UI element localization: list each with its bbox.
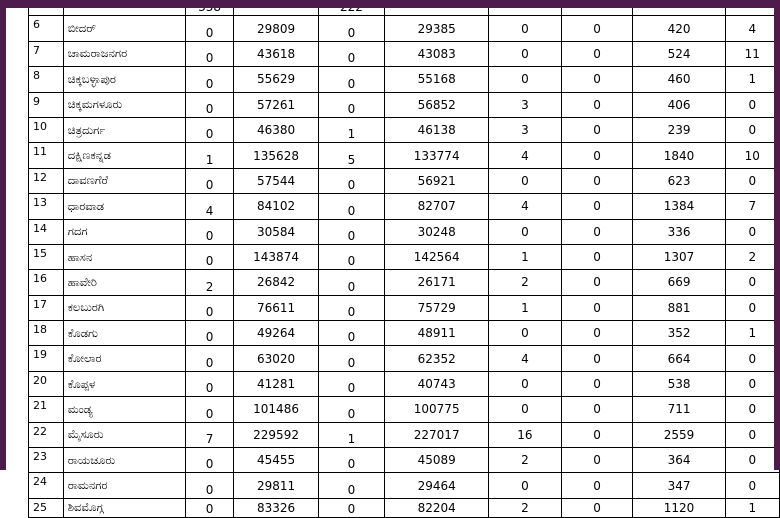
cell-name: ಕೊಡಗು (63, 321, 185, 346)
cell-c2: 29809 (234, 16, 318, 41)
cell-c3: 0 (318, 41, 384, 66)
cell-c2: 29811 (234, 473, 318, 498)
cell-c8: 0 (725, 168, 779, 193)
cell-c1: 0 (185, 41, 234, 66)
cell-sn: 22 (29, 422, 64, 447)
cell-c7: 1384 (633, 194, 725, 219)
cell-sn: 19 (29, 346, 64, 371)
cell-c2: 76611 (234, 295, 318, 320)
cell-c4: 29385 (385, 16, 489, 41)
cell-c5: 0 (489, 16, 561, 41)
table-row (29, 41, 780, 66)
cell-c8: 0 (725, 473, 779, 498)
cell-c6: 0 (561, 16, 633, 41)
cell-c5: 3 (489, 92, 561, 117)
cell-c8: 4 (725, 16, 779, 41)
cell-c4: 56921 (385, 168, 489, 193)
cell-c5: 0 (489, 473, 561, 498)
cell-c7: 1840 (633, 143, 725, 168)
cell-c7: 623 (633, 168, 725, 193)
cell-c5: 0 (489, 219, 561, 244)
cell-name: ಚಿಕ್ಕಬಳ್ಳಾಪುರ (63, 67, 185, 92)
cell-c7: 239 (633, 117, 725, 142)
cell-c2: 30584 (234, 219, 318, 244)
cell-c7: 406 (633, 92, 725, 117)
table-row (29, 143, 780, 168)
cell-c8: 1 (725, 321, 779, 346)
cell-c1: 0 (185, 168, 234, 193)
cell-c1: 4 (185, 194, 234, 219)
cell-sn: 17 (29, 295, 64, 320)
cell-c3: 0 (318, 16, 384, 41)
cell-c1: 2 (185, 270, 234, 295)
cell-sn: 6 (29, 16, 64, 41)
cell-c3: 0 (318, 92, 384, 117)
cell-c1: 1 (185, 143, 234, 168)
cell-c2: 57261 (234, 92, 318, 117)
cell-c7: 669 (633, 270, 725, 295)
cell-c6: 0 (561, 143, 633, 168)
cell-name: ದಕ್ಷಿಣಕನ್ನಡ (63, 143, 185, 168)
cell-c1: 0 (185, 117, 234, 142)
cell-c2: 229592 (234, 422, 318, 447)
cell-c4: 82204 (385, 498, 489, 517)
table-row (29, 270, 780, 295)
cell-c2: 84102 (234, 194, 318, 219)
cell-c7: 352 (633, 321, 725, 346)
cell-c6: 0 (561, 168, 633, 193)
cell-c4: 26171 (385, 270, 489, 295)
cell-c4: 40743 (385, 371, 489, 396)
cell-c1: 0 (185, 346, 234, 371)
table-row (29, 498, 780, 517)
cell-c8: 0 (725, 117, 779, 142)
cell-c1: 0 (185, 371, 234, 396)
table-row (29, 92, 780, 117)
cell-c1: 0 (185, 448, 234, 473)
cell-c7: 1120 (633, 498, 725, 517)
cell-c5: 4 (489, 346, 561, 371)
cell-c6: 0 (561, 117, 633, 142)
cell-c6: 0 (561, 473, 633, 498)
cell-c5: 2 (489, 448, 561, 473)
cell-c6: 0 (561, 219, 633, 244)
cell-c8: 2 (725, 244, 779, 269)
table-row (29, 448, 780, 473)
cell-c1: 0 (185, 16, 234, 41)
cell-c4: 133774 (385, 143, 489, 168)
cell-c6: 0 (561, 194, 633, 219)
table-row (29, 67, 780, 92)
cell-c5: 3 (489, 117, 561, 142)
cell-c8: 0 (725, 371, 779, 396)
cell-name: ಚಿಕ್ಕಮಗಳೂರು (63, 92, 185, 117)
table-row (29, 397, 780, 422)
cell-sn: 15 (29, 244, 64, 269)
cell-sn: 9 (29, 92, 64, 117)
cell-sn: 23 (29, 448, 64, 473)
cell-c3: 0 (318, 346, 384, 371)
table-row (29, 244, 780, 269)
cell-c2: 101486 (234, 397, 318, 422)
cell-c4: 30248 (385, 219, 489, 244)
cell-c3: 0 (318, 448, 384, 473)
cell-sn: 16 (29, 270, 64, 295)
cell-sn: 14 (29, 219, 64, 244)
cell-c7: 347 (633, 473, 725, 498)
cell-c1: 0 (185, 244, 234, 269)
table-row (29, 321, 780, 346)
cell-c2: 57544 (234, 168, 318, 193)
cell-c3: 0 (318, 498, 384, 517)
cell-c7: 524 (633, 41, 725, 66)
cell-c3: 0 (318, 244, 384, 269)
cell-c3: 0 (318, 67, 384, 92)
table-row (29, 194, 780, 219)
cell-sn: 11 (29, 143, 64, 168)
cell-c8: 0 (725, 448, 779, 473)
cell-c3: 5 (318, 143, 384, 168)
cell-c2: 26842 (234, 270, 318, 295)
cell-c7: 420 (633, 16, 725, 41)
cell-c2: 63020 (234, 346, 318, 371)
cell-sn: 8 (29, 67, 64, 92)
cell-c8: 1 (725, 67, 779, 92)
cell-name: ರಾಯಚೂರು (63, 448, 185, 473)
cell-c6: 0 (561, 422, 633, 447)
cell-c5: 4 (489, 143, 561, 168)
cell-c1: 0 (185, 92, 234, 117)
cell-c7: 336 (633, 219, 725, 244)
cell-c8: 0 (725, 422, 779, 447)
cell-c6: 0 (561, 67, 633, 92)
cell-name: ಕೋಲಾರ (63, 346, 185, 371)
table-row (29, 16, 780, 41)
cell-c7: 711 (633, 397, 725, 422)
cell-c8: 0 (725, 219, 779, 244)
cell-name: ಮೈಸೂರು (63, 422, 185, 447)
cell-c5: 0 (489, 67, 561, 92)
page-border-left (0, 0, 6, 470)
cell-c5: 4 (489, 194, 561, 219)
cell-c7: 538 (633, 371, 725, 396)
cell-c7: 460 (633, 67, 725, 92)
cell-name: ಚಾಮರಾಜನಗರ (63, 41, 185, 66)
cell-c3: 0 (318, 219, 384, 244)
cell-c1: 0 (185, 295, 234, 320)
cell-c1: 0 (185, 67, 234, 92)
cell-c5: 0 (489, 168, 561, 193)
cell-c8: 0 (725, 397, 779, 422)
cell-c3: 0 (318, 295, 384, 320)
cell-c8: 0 (725, 270, 779, 295)
cell-c2: 41281 (234, 371, 318, 396)
cell-sn: 7 (29, 41, 64, 66)
cell-c7: 364 (633, 448, 725, 473)
cell-c7: 881 (633, 295, 725, 320)
cell-c4: 82707 (385, 194, 489, 219)
cell-sn: 12 (29, 168, 64, 193)
cell-c2: 135628 (234, 143, 318, 168)
cell-c5: 0 (489, 397, 561, 422)
table-row (29, 117, 780, 142)
cell-sn: 25 (29, 498, 64, 517)
cell-c6: 0 (561, 371, 633, 396)
table-row (29, 473, 780, 498)
cell-c1: 7 (185, 422, 234, 447)
cell-sn: 10 (29, 117, 64, 142)
cell-c2: 49264 (234, 321, 318, 346)
cell-c3: 0 (318, 194, 384, 219)
cell-name: ಗದಗ (63, 219, 185, 244)
table-row (29, 168, 780, 193)
cell-c1: 0 (185, 473, 234, 498)
cell-c4: 142564 (385, 244, 489, 269)
cell-c6: 0 (561, 295, 633, 320)
cell-c8: 0 (725, 346, 779, 371)
cell-c4: 100775 (385, 397, 489, 422)
page-border-top (0, 0, 780, 8)
cell-name: ಹಾವೇರಿ (63, 270, 185, 295)
cell-c4: 43083 (385, 41, 489, 66)
cell-name: ಶಿವಮೊಗ್ಗ (63, 498, 185, 517)
cell-c6: 0 (561, 498, 633, 517)
cell-c5: 1 (489, 295, 561, 320)
cell-c2: 143874 (234, 244, 318, 269)
cell-c7: 1307 (633, 244, 725, 269)
cell-c4: 75729 (385, 295, 489, 320)
cell-c6: 0 (561, 244, 633, 269)
cell-c4: 227017 (385, 422, 489, 447)
cell-c1: 0 (185, 321, 234, 346)
cell-c2: 43618 (234, 41, 318, 66)
cell-c5: 0 (489, 321, 561, 346)
cell-name: ರಾಮನಗರ (63, 473, 185, 498)
table-row (29, 346, 780, 371)
cell-c6: 0 (561, 397, 633, 422)
cell-c3: 1 (318, 422, 384, 447)
cell-c6: 0 (561, 41, 633, 66)
table-row (29, 295, 780, 320)
cell-name: ಮಂಡ್ಯ (63, 397, 185, 422)
table-row (29, 371, 780, 396)
cell-c4: 45089 (385, 448, 489, 473)
cell-c5: 1 (489, 244, 561, 269)
cell-sn: 21 (29, 397, 64, 422)
cell-name: ಕಲಬುರಗಿ (63, 295, 185, 320)
cell-name: ದಾವಣಗೆರೆ (63, 168, 185, 193)
cell-c1: 0 (185, 397, 234, 422)
cell-c7: 664 (633, 346, 725, 371)
cell-c3: 0 (318, 473, 384, 498)
cell-c4: 29464 (385, 473, 489, 498)
cell-c7: 2559 (633, 422, 725, 447)
cell-c8: 7 (725, 194, 779, 219)
cell-c5: 0 (489, 371, 561, 396)
cell-c4: 56852 (385, 92, 489, 117)
cell-name: ಚಿತ್ರದುರ್ಗ (63, 117, 185, 142)
cell-c3: 0 (318, 371, 384, 396)
cell-sn: 18 (29, 321, 64, 346)
cell-c2: 46380 (234, 117, 318, 142)
cell-c8: 0 (725, 92, 779, 117)
cell-c8: 10 (725, 143, 779, 168)
cell-c2: 45455 (234, 448, 318, 473)
cell-c6: 0 (561, 346, 633, 371)
cell-c5: 2 (489, 270, 561, 295)
cell-c8: 0 (725, 295, 779, 320)
cell-c2: 83326 (234, 498, 318, 517)
cell-c4: 62352 (385, 346, 489, 371)
cell-c1: 0 (185, 219, 234, 244)
cell-c3: 1 (318, 117, 384, 142)
cell-c8: 11 (725, 41, 779, 66)
table-row (29, 422, 780, 447)
cell-sn: 24 (29, 473, 64, 498)
cell-c6: 0 (561, 321, 633, 346)
cell-c3: 0 (318, 168, 384, 193)
cell-c6: 0 (561, 270, 633, 295)
cell-name: ಧಾರವಾಡ (63, 194, 185, 219)
cell-sn: 20 (29, 371, 64, 396)
cell-c3: 0 (318, 321, 384, 346)
cell-c8: 1 (725, 498, 779, 517)
cell-c4: 55168 (385, 67, 489, 92)
cell-c4: 48911 (385, 321, 489, 346)
cell-c1: 0 (185, 498, 234, 517)
page-border-right (774, 0, 780, 470)
district-cases-table (28, 0, 780, 518)
cell-c5: 16 (489, 422, 561, 447)
table-row (29, 219, 780, 244)
cell-name: ಕೊಪ್ಪಳ (63, 371, 185, 396)
cell-c5: 2 (489, 498, 561, 517)
table-body (29, 0, 780, 517)
cell-c6: 0 (561, 448, 633, 473)
cell-sn: 13 (29, 194, 64, 219)
cell-c2: 55629 (234, 67, 318, 92)
cell-name: ಹಾಸನ (63, 244, 185, 269)
cell-c3: 0 (318, 397, 384, 422)
cell-c4: 46138 (385, 117, 489, 142)
cell-c5: 0 (489, 41, 561, 66)
cell-c6: 0 (561, 92, 633, 117)
cell-c3: 0 (318, 270, 384, 295)
cell-name: ಬೀದರ್ (63, 16, 185, 41)
